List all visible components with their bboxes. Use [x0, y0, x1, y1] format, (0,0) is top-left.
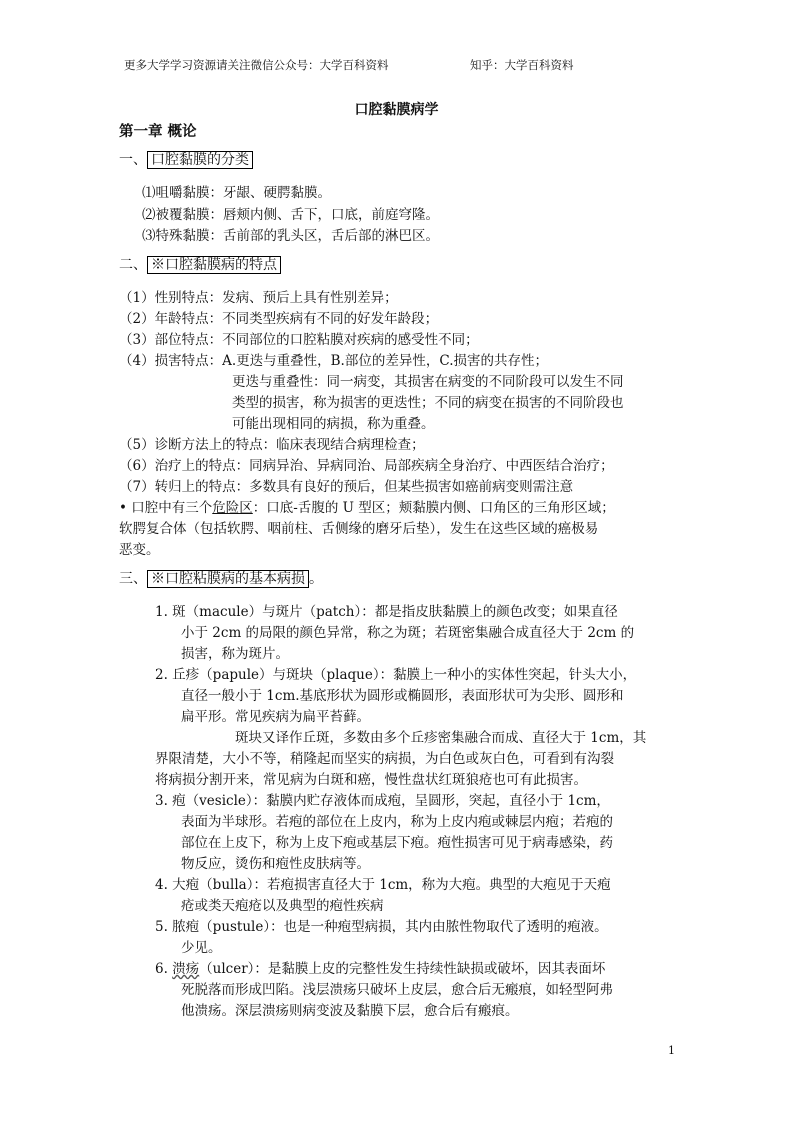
- lesion-paragraph-line: 界限清楚，大小不等，稍隆起而坚实的病损，为白色或灰白色，可看到有沟裂: [155, 751, 614, 767]
- section-1-title: 口腔黏膜的分类: [147, 151, 253, 169]
- lesion-paragraph-line: 部位在上皮下，称为上皮下疱或基层下疱。疱性损害可见于病毒感染，药: [181, 835, 613, 851]
- lesion-paragraph-line: 小于 2cm 的局限的颜色异常，称之为斑；若斑密集融合成直径大于 2cm 的: [181, 625, 635, 641]
- section-1-item: ⑶特殊黏膜：舌前部的乳头区，舌后部的淋巴区。: [142, 228, 439, 244]
- section-3-number: 三、: [119, 571, 147, 587]
- section-1-item: ⑵被覆黏膜：唇颊内侧、舌下，口底，前庭穹隆。: [142, 207, 439, 223]
- section-2-subtext: 更迭与重叠性：同一病变，其损害在病变的不同阶段可以发生不同: [232, 374, 624, 390]
- section-2-item: （3）部位特点：不同部位的口腔粘膜对疾病的感受性不同；: [119, 332, 479, 348]
- danger-zone-line: [119, 496, 615, 516]
- lesion-paragraph-line: 5. 脓疱（pustule）：也是一种疱型病损，其内由脓性物取代了透明的疱液。: [155, 919, 608, 935]
- section-2-heading: [119, 254, 281, 274]
- ulcer-text: （ulcer）：是黏膜上皮的完整性发生持续性缺损或破坏，因其表面坏: [199, 961, 606, 977]
- lesion-paragraph-line: 2. 丘疹（papule）与斑块（plaque）：黏膜上一种小的实体性突起，针头大小，: [155, 667, 637, 683]
- section-2-item: （2）年龄特点：不同类型疾病有不同的好发年龄段；: [119, 311, 439, 327]
- lesion-paragraph-line: 4. 大疱（bulla）：若疱损害直径大于 1cm，称为大疱。典型的大疱见于天疱: [155, 877, 611, 893]
- lesion-paragraph-line: 他溃疡。深层溃疡则病变波及黏膜下层，愈合后有瘢痕。: [181, 1003, 519, 1019]
- lesion-paragraph-line: 1. 斑（macule）与斑片（patch）：都是指皮肤黏膜上的颜色改变；如果直径: [155, 604, 618, 620]
- ulcer-number: 6.: [155, 961, 173, 977]
- header-left: 更多大学学习资源请关注微信公众号：大学百科资料: [124, 58, 389, 72]
- section-3-title: ※口腔粘膜病的基本病损: [147, 570, 309, 588]
- section-1-heading: [119, 149, 253, 169]
- header-right: 知乎：大学百科资料: [470, 58, 574, 72]
- section-2-subtext: 可能出现相同的病损，称为重叠。: [232, 416, 435, 432]
- section-2-item: （7）转归上的特点：多数具有良好的预后，但某些损害如癌前病变则需注意: [119, 479, 574, 495]
- lesion-paragraph-line: [155, 957, 605, 977]
- danger-zone-text: ：口底-舌腹的 U 型区；颊黏膜内侧、口角区的三角形区域；: [252, 500, 615, 516]
- section-2-item: （4）损害特点：A.更迭与重叠性，B.部位的差异性，C.损害的共存性；: [119, 353, 548, 369]
- section-2-title: ※口腔黏膜病的特点: [147, 256, 281, 274]
- section-1-item: ⑴咀嚼黏膜：牙龈、硬腭黏膜。: [142, 185, 331, 201]
- section-3-title-tail: 。: [309, 571, 323, 587]
- section-2-item: （5）诊断方法上的特点：临床表现结合病理检查；: [119, 437, 425, 453]
- section-2-subtext: 类型的损害，称为损害的更迭性；不同的病变在损害的不同阶段也: [232, 395, 624, 411]
- section-2-item: （1）性别特点：发病、预后上具有性别差异；: [119, 290, 398, 306]
- lesion-paragraph-line: 少见。: [181, 940, 222, 956]
- danger-zone-line: 软腭复合体（包括软腭、咽前柱、舌侧缘的磨牙后垫），发生在这些区域的癌极易: [119, 521, 599, 537]
- lesion-paragraph-line: 斑块又译作丘斑，多数由多个丘疹密集融合而成、直径大于 1cm，其: [235, 730, 647, 746]
- section-1-number: 一、: [119, 152, 147, 168]
- lesion-paragraph-line: 表面为半球形。若疱的部位在上皮内，称为上皮内疱或棘层内疱；若疱的: [181, 814, 613, 830]
- lesion-paragraph-line: 将病损分割开来，常见病为白斑和癌，慢性盘状红斑狼疮也可有此损害。: [155, 772, 587, 788]
- lesion-paragraph-line: 死脱落而形成凹陷。浅层溃疡只破坏上皮层，愈合后无瘢痕，如轻型阿弗: [181, 982, 613, 998]
- lesion-paragraph-line: 3. 疱（vesicle）：黏膜内贮存液体而成疱，呈圆形，突起，直径小于 1cm，: [155, 793, 610, 809]
- lesion-paragraph-line: 疮或类天疱疮以及典型的疱性疾病: [181, 898, 384, 914]
- section-2-number: 二、: [119, 257, 147, 273]
- document-title: 口腔黏膜病学: [354, 102, 439, 118]
- page-number: 1: [668, 1044, 675, 1057]
- danger-zone-term: 危险区: [212, 500, 253, 516]
- ulcer-term: 溃疡: [172, 961, 200, 977]
- lesion-paragraph-line: 扁平形。常见疾病为扁平苔藓。: [181, 709, 370, 725]
- chapter-heading: 第一章 概论: [119, 124, 197, 140]
- section-2-item: （6）治疗上的特点：同病异治、异病同治、局部疾病全身治疗、中西医结合治疗；: [119, 458, 614, 474]
- lesion-paragraph-line: 物反应，烫伤和疱性皮肤病等。: [181, 856, 370, 872]
- lesion-paragraph-line: 损害，称为斑片。: [181, 646, 289, 662]
- danger-zone-text: • 口腔中有三个: [119, 500, 213, 516]
- lesion-paragraph-line: 直径一般小于 1cm.基底形状为圆形或椭圆形，表面形状可为尖形、圆形和: [181, 688, 624, 704]
- section-3-heading: [119, 568, 323, 588]
- danger-zone-line: 恶变。: [119, 542, 160, 558]
